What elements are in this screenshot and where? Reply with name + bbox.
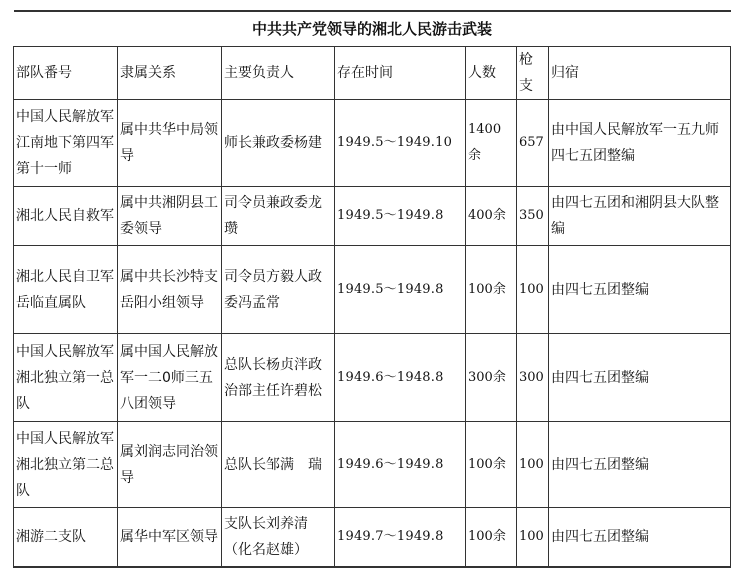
header-row	[14, 47, 731, 100]
cell-leader: 师长兼政委杨建	[222, 100, 335, 187]
cell-people: 100余	[466, 508, 517, 567]
cell-people: 100余	[466, 246, 517, 334]
cell-unit: 中国人民解放军湘北独立第二总队	[14, 422, 118, 508]
header-people: 人数	[466, 47, 517, 100]
guerrilla-forces-table	[13, 10, 731, 568]
cell-unit: 湘北人民自卫军岳临直属队	[14, 246, 118, 334]
header-guns: 枪支	[517, 47, 549, 100]
header-unit: 部队番号	[14, 47, 118, 100]
cell-period: 1949.6～1949.8	[335, 422, 466, 508]
cell-guns: 100	[517, 508, 549, 567]
cell-affiliation: 属华中军区领导	[118, 508, 222, 567]
cell-fate: 由四七五团和湘阴县大队整编	[549, 187, 731, 246]
table-row	[14, 187, 731, 246]
cell-period: 1949.5～1949.8	[335, 246, 466, 334]
cell-fate: 由四七五团整编	[549, 508, 731, 567]
table-row	[14, 422, 731, 508]
header-fate: 归宿	[549, 47, 731, 100]
cell-period: 1949.5～1949.10	[335, 100, 466, 187]
header-leader: 主要负责人	[222, 47, 335, 100]
cell-guns: 100	[517, 422, 549, 508]
cell-leader: 司令员方毅人政委冯孟常	[222, 246, 335, 334]
cell-period: 1949.7～1949.8	[335, 508, 466, 567]
cell-people: 400余	[466, 187, 517, 246]
cell-fate: 由四七五团整编	[549, 422, 731, 508]
cell-affiliation: 属中国人民解放军一二0师三五八团领导	[118, 334, 222, 422]
cell-leader: 总队长杨贞泮政治部主任许碧松	[222, 334, 335, 422]
table-row	[14, 334, 731, 422]
title-row	[14, 11, 731, 47]
cell-affiliation: 属中共华中局领导	[118, 100, 222, 187]
header-affiliation: 隶属关系	[118, 47, 222, 100]
cell-unit: 中国人民解放军江南地下第四军第十一师	[14, 100, 118, 187]
cell-guns: 350	[517, 187, 549, 246]
cell-unit: 湘北人民自救军	[14, 187, 118, 246]
cell-leader: 支队长刘养清（化名赵雄）	[222, 508, 335, 567]
cell-affiliation: 属中共湘阴县工委领导	[118, 187, 222, 246]
table-title: 中共共产党领导的湘北人民游击武装	[14, 11, 731, 47]
cell-leader: 司令员兼政委龙瓒	[222, 187, 335, 246]
table-row	[14, 246, 731, 334]
cell-unit: 中国人民解放军湘北独立第一总队	[14, 334, 118, 422]
cell-fate: 由四七五团整编	[549, 246, 731, 334]
cell-leader: 总队长邹满 瑞	[222, 422, 335, 508]
table-row	[14, 508, 731, 567]
cell-guns: 657	[517, 100, 549, 187]
cell-guns: 100	[517, 246, 549, 334]
header-period: 存在时间	[335, 47, 466, 100]
cell-fate: 由中国人民解放军一五九师四七五团整编	[549, 100, 731, 187]
cell-affiliation: 属刘润志同治领导	[118, 422, 222, 508]
cell-unit: 湘游二支队	[14, 508, 118, 567]
cell-period: 1949.5～1949.8	[335, 187, 466, 246]
cell-fate: 由四七五团整编	[549, 334, 731, 422]
cell-people: 1400余	[466, 100, 517, 187]
cell-guns: 300	[517, 334, 549, 422]
table-row	[14, 100, 731, 187]
cell-period: 1949.6～1948.8	[335, 334, 466, 422]
cell-people: 300余	[466, 334, 517, 422]
cell-affiliation: 属中共长沙特支岳阳小组领导	[118, 246, 222, 334]
cell-people: 100余	[466, 422, 517, 508]
